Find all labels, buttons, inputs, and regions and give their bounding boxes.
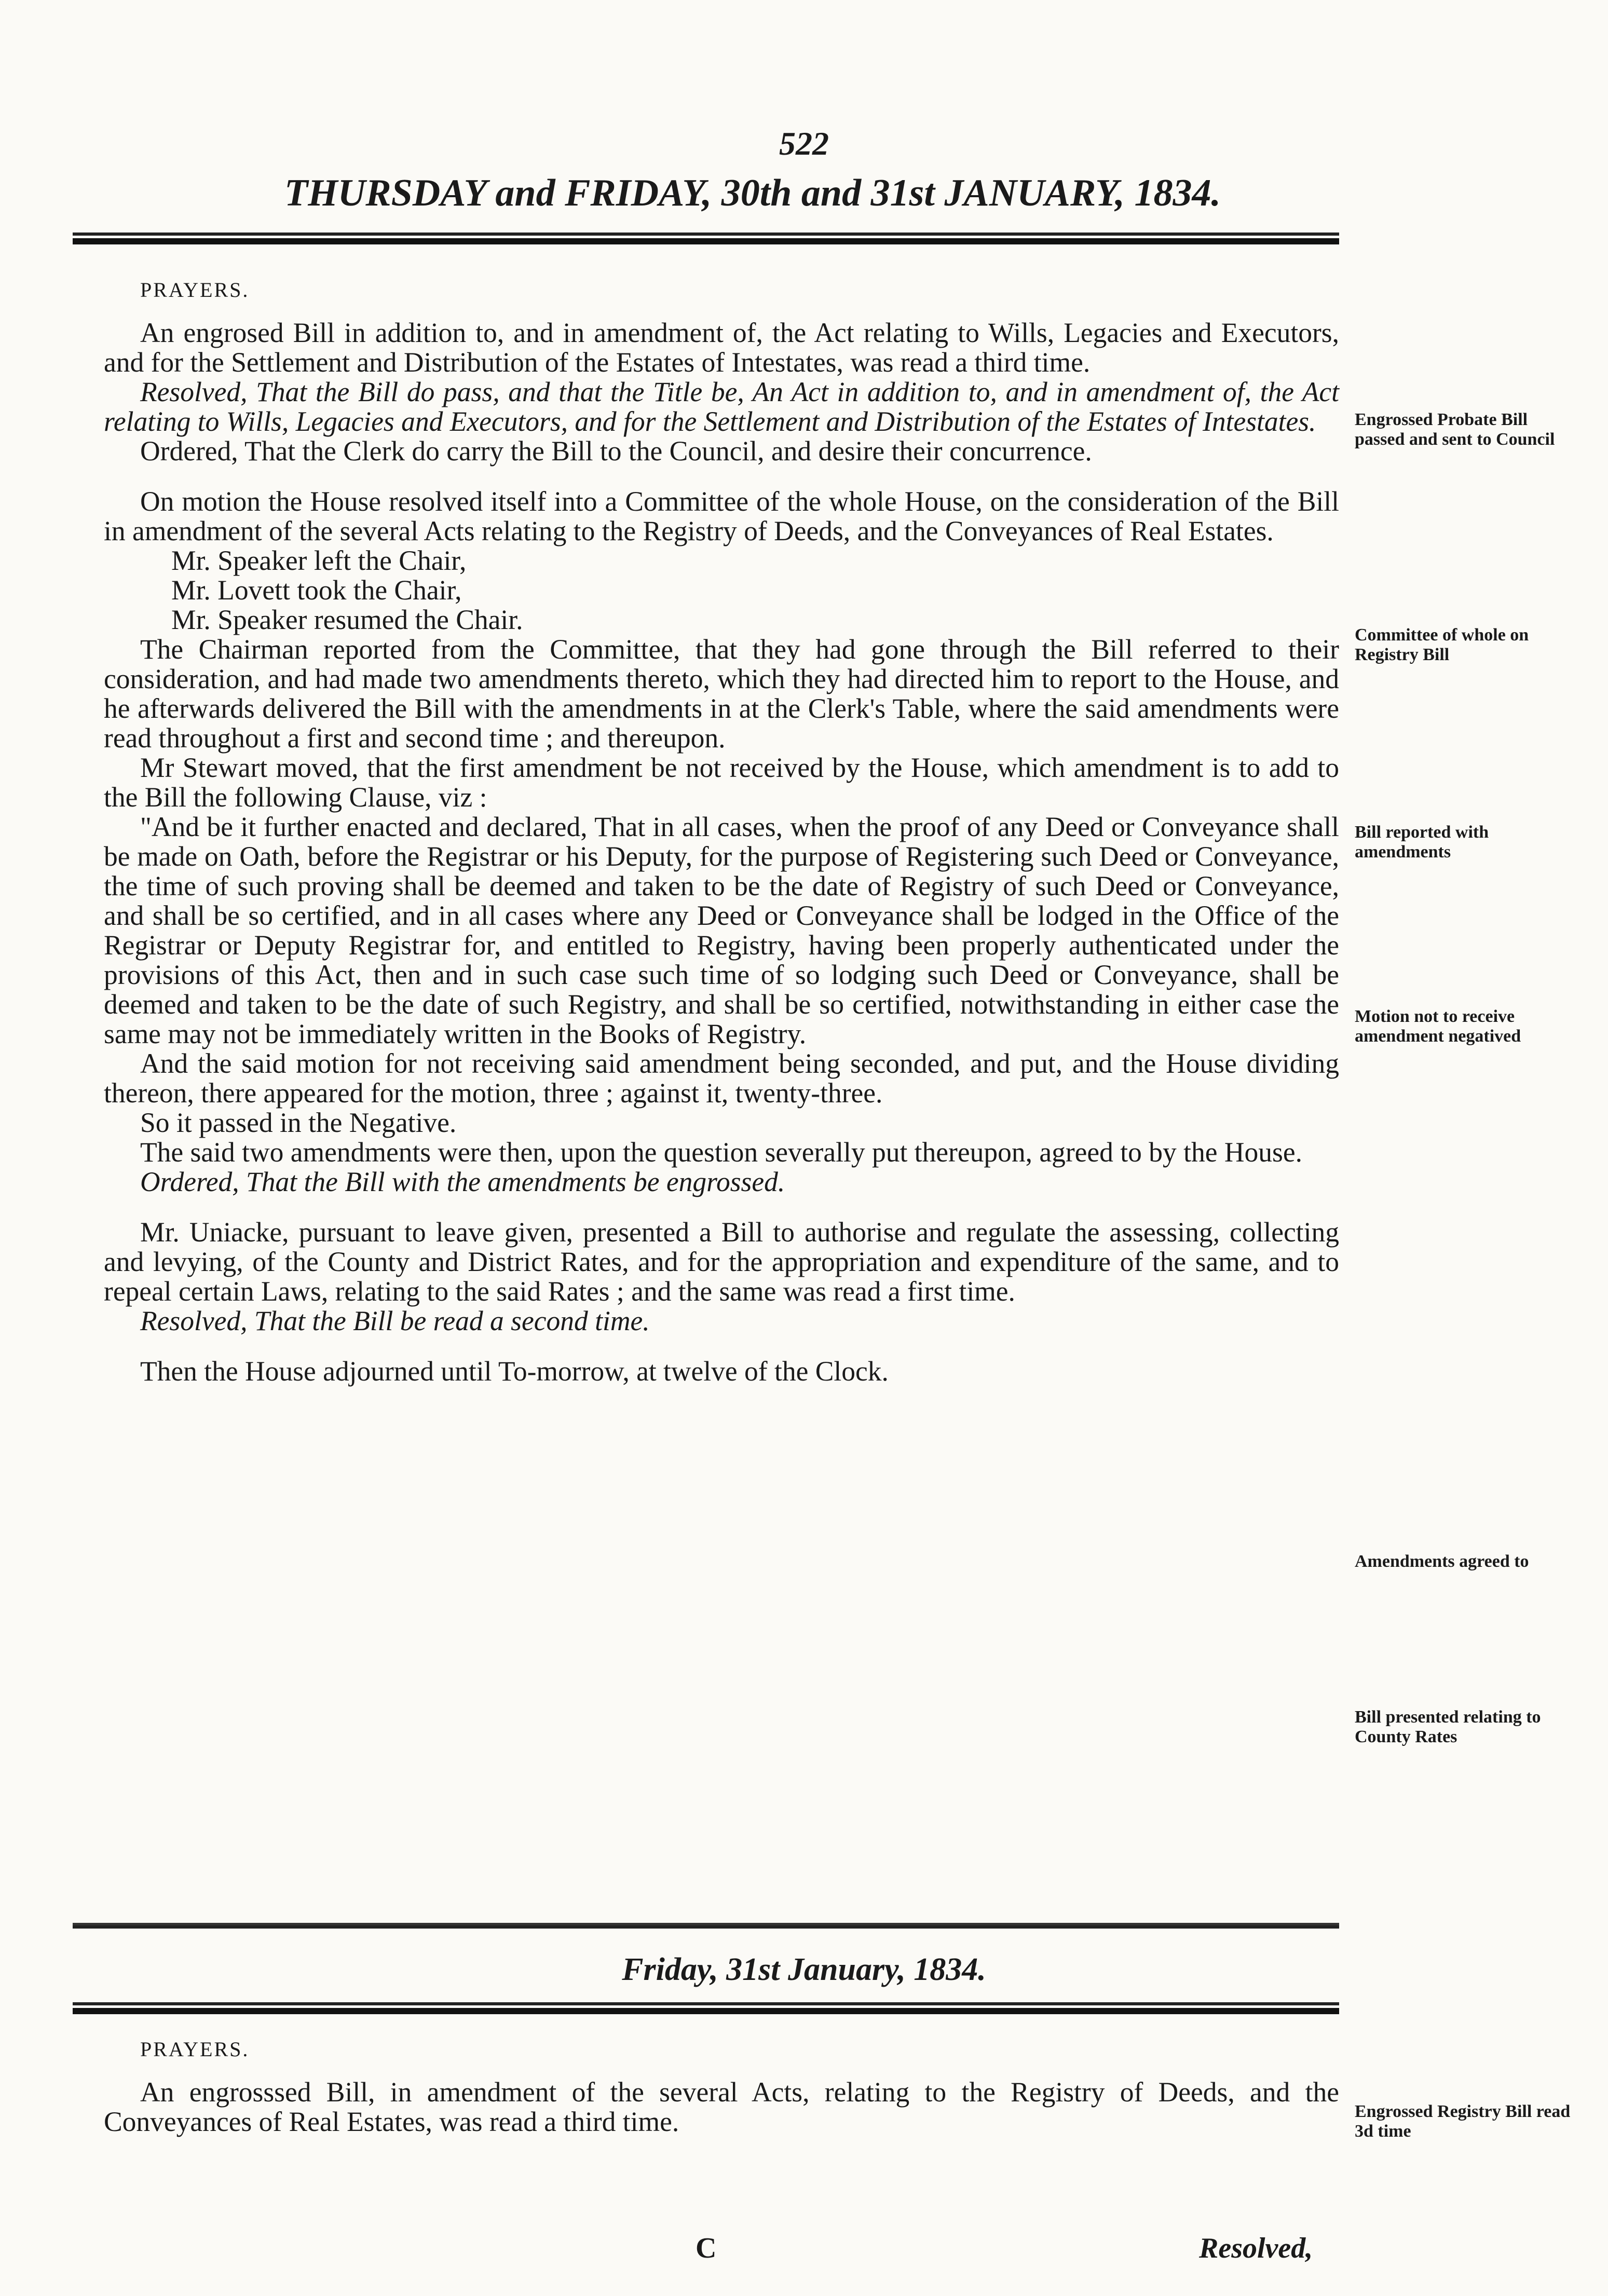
page-number: 522: [779, 125, 829, 162]
paragraph: Mr Stewart moved, that the first amendment be not received by the House, which amendment is to add to the Bill the following Clause, viz :: [104, 752, 1339, 813]
prayers-heading: PRAYERS.: [140, 2038, 250, 2061]
double-rule-lower: [73, 2002, 1339, 2014]
paragraph: Mr. Lovett took the Chair,: [171, 575, 462, 606]
page-title: THURSDAY and FRIDAY, 30th and 31st JANUARY, 1834.: [284, 172, 1221, 214]
catchword: Resolved,: [1199, 2232, 1313, 2264]
paragraph: So it passed in the Negative.: [140, 1107, 457, 1138]
prayers-heading: PRAYERS.: [140, 278, 250, 302]
paragraph: Mr. Speaker resumed the Chair.: [171, 604, 523, 635]
section-thursday: [104, 275, 1339, 1386]
double-rule-top: [73, 233, 1339, 244]
paragraph: Mr. Speaker left the Chair,: [171, 545, 467, 576]
margin-note: Bill presented relating to County Rates: [1355, 1707, 1541, 1746]
paragraph: An engrosssed Bill, in amendment of the several Acts, relating to the Registry of Deeds, and the Conveyances of Real Estates, was read a third time.: [104, 2076, 1339, 2137]
section-subheading: Friday, 31st January, 1834.: [622, 1952, 986, 1987]
margin-note: Amendments agreed to: [1355, 1552, 1529, 1571]
paragraph: An engrosed Bill in addition to, and in amendment of, the Act relating to Wills, Legacies and Executors, and for the Settlement and Distribution of the Estates of Intestates, was read a third time.: [104, 317, 1339, 378]
margin-note: Engrossed Probate Bill passed and sent to Council: [1355, 410, 1555, 449]
paragraph: Ordered, That the Bill with the amendments be engrossed.: [140, 1166, 785, 1197]
paragraph: The Chairman reported from the Committee, that they had gone through the Bill referred to their consideration, and had made two amendments thereto, which they had directed him to report to the House, and he afterwards delivered the Bill with the amendments in at the Clerk's Table, where the said amendments were read throughout a first and second time ; and thereupon.: [104, 634, 1339, 754]
section-friday: [104, 2034, 1339, 2137]
quoted-clause: "And be it further enacted and declared, That in all cases, when the proof of any Deed or Conveyance shall be made on Oath, before the Registrar or his Deputy, for the purpose of Registering such Deed or Conveyance, the time of such proving shall be deemed and taken to be the date of Registry of such Deed or Conveyance, and shall be so certified, and in all cases where any Deed or Conveyance shall be lodged in the Office of the Registrar or Deputy Registrar for, and entitled to Registry, having been properly authenticated under the provisions of this Act, then and in such case such time of so lodging such Deed or Conveyance, shall be deemed and taken to be the date of such Registry, and shall be so certified, notwithstanding in either case the same may not be immediately written in the Books of Registry.: [104, 811, 1339, 1049]
paragraph: Then the House adjourned until To-morrow, at twelve of the Clock.: [140, 1356, 889, 1387]
paragraph: Mr. Uniacke, pursuant to leave given, presented a Bill to authorise and regulate the assessing, collecting and levying, of the County and District Rates, and for the appropriation and expenditure of the same, and to repeal certain Laws, relating to the said Rates ; and the same was read a first time.: [104, 1217, 1339, 1307]
signature-mark: C: [696, 2232, 717, 2264]
paragraph: And the said motion for not receiving said amendment being seconded, and put, and the House dividing thereon, there appeared for the motion, three ; against it, twenty-three.: [104, 1048, 1339, 1109]
paragraph: Resolved, That the Bill be read a second time.: [140, 1305, 650, 1336]
margin-note: Engrossed Registry Bill read 3d time: [1355, 2102, 1571, 2141]
margin-note: Bill reported with amendments: [1355, 823, 1489, 862]
margin-note: Committee of whole on Registry Bill: [1355, 625, 1529, 664]
paragraph: On motion the House resolved itself into a Committee of the whole House, on the consideration of the Bill in amendment of the several Acts relating to the Registry of Deeds, and the Conveyances of Real Estates.: [104, 486, 1339, 546]
double-rule-middle: [73, 1920, 1339, 1929]
paragraph: The said two amendments were then, upon the question severally put thereupon, agreed to by the House.: [140, 1137, 1302, 1168]
paragraph: Resolved, That the Bill do pass, and that the Title be, An Act in addition to, and in amendment of, the Act relating to Wills, Legacies and Executors, and for the Settlement and Distribution of the Estates of Intestates.: [104, 376, 1339, 437]
margin-note: Motion not to receive amendment negatived: [1355, 1007, 1521, 1046]
paragraph: Ordered, That the Clerk do carry the Bill to the Council, and desire their concurrence.: [140, 435, 1092, 467]
